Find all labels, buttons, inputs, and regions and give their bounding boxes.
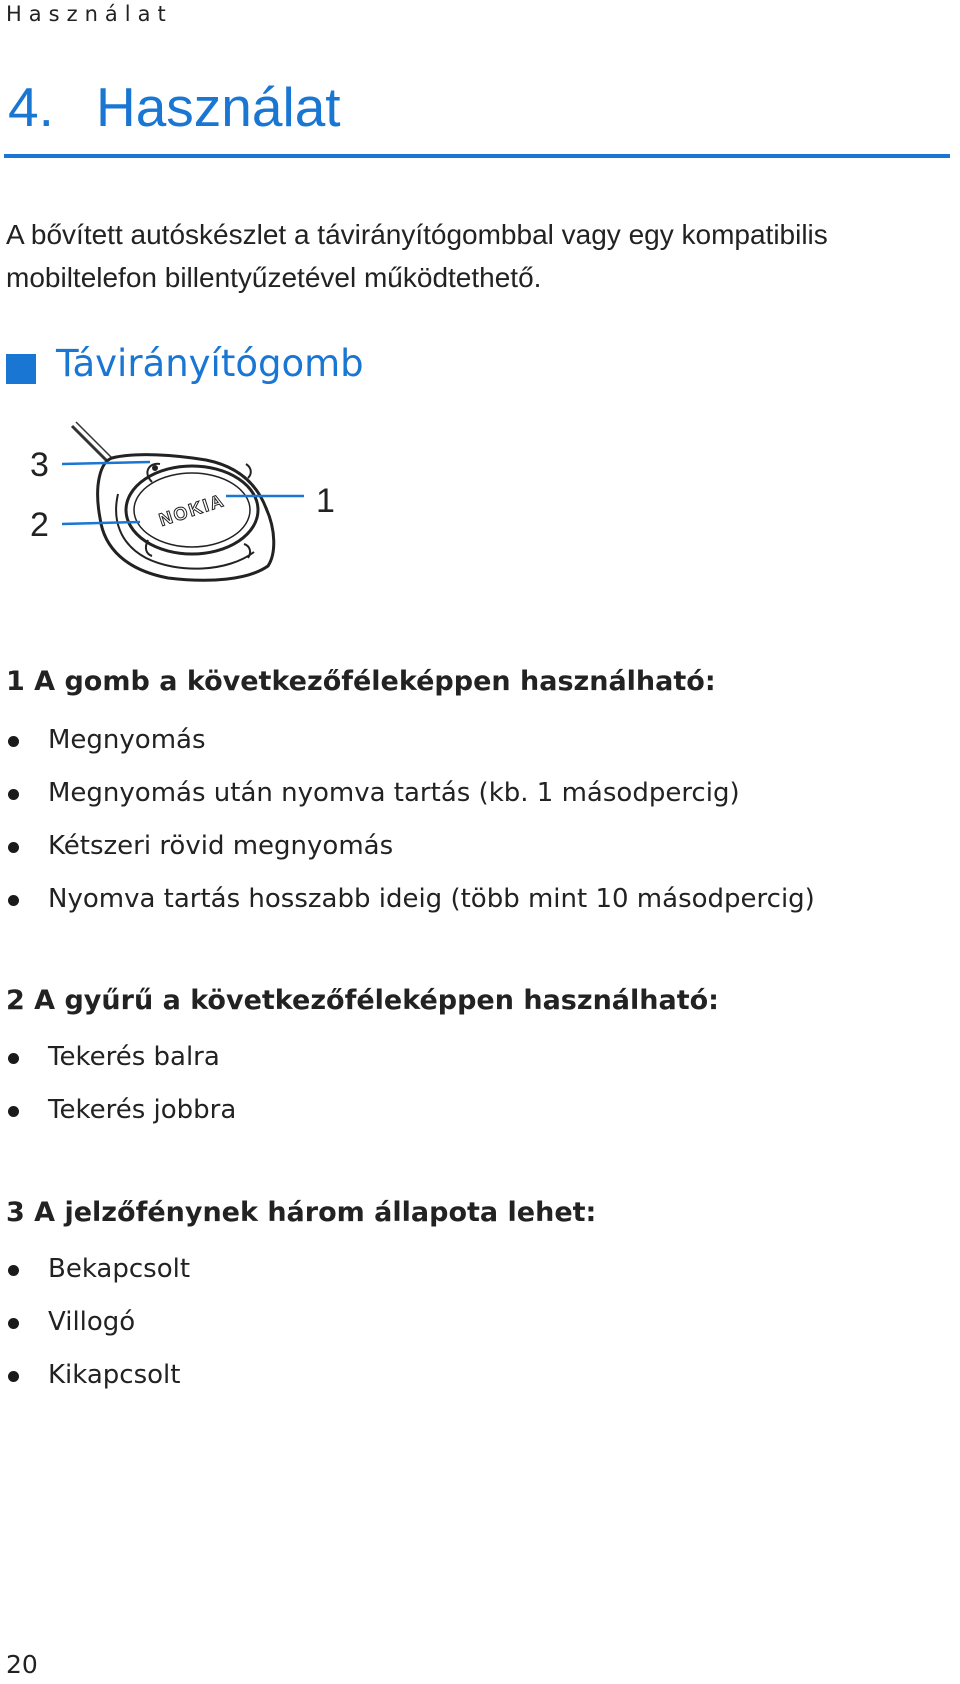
list-item: Megnyomás után nyomva tartás (kb. 1 másodpercig)	[6, 767, 815, 820]
list-item: Tekerés jobbra	[6, 1084, 236, 1137]
intro-paragraph: A bővített autóskészlet a távirányítógombbal vagy egy kompatibilis mobiltelefon billentyűzetével működtethető.	[6, 219, 828, 293]
nokia-logo-text: NOKIA	[156, 489, 228, 531]
chapter-heading	[4, 78, 950, 158]
section-title: Távirányítógomb	[56, 342, 364, 385]
running-head: Használat	[6, 2, 173, 26]
remote-button-figure	[0, 420, 360, 620]
list-item: Kikapcsolt	[6, 1349, 190, 1402]
group-title-ring: 2 A gyűrű a következőféleképpen használható:	[6, 985, 719, 1016]
group-title-button: 1 A gomb a következőféleképpen használható:	[6, 666, 716, 697]
list-item: Kétszeri rövid megnyomás	[6, 820, 815, 873]
list-item: Tekerés balra	[6, 1031, 236, 1084]
list-item: Nyomva tartás hosszabb ideig (több mint 10 másodpercig)	[6, 873, 815, 926]
list-indicator-states	[6, 1243, 190, 1402]
chapter-title: Használat	[96, 76, 341, 138]
list-item: Villogó	[6, 1296, 190, 1349]
callout-1: 1	[316, 482, 335, 520]
list-item: Bekapcsolt	[6, 1243, 190, 1296]
callout-3: 3	[30, 446, 49, 484]
remote-button-icon	[72, 422, 274, 580]
chapter-number: 4.	[8, 76, 54, 138]
group-title-indicator: 3 A jelzőfénynek három állapota lehet:	[6, 1197, 597, 1228]
page-number: 20	[6, 1650, 38, 1679]
list-button-actions	[6, 714, 815, 926]
section-square-icon	[6, 354, 36, 384]
callout-2: 2	[30, 506, 49, 544]
list-ring-actions	[6, 1031, 236, 1137]
list-item: Megnyomás	[6, 714, 815, 767]
